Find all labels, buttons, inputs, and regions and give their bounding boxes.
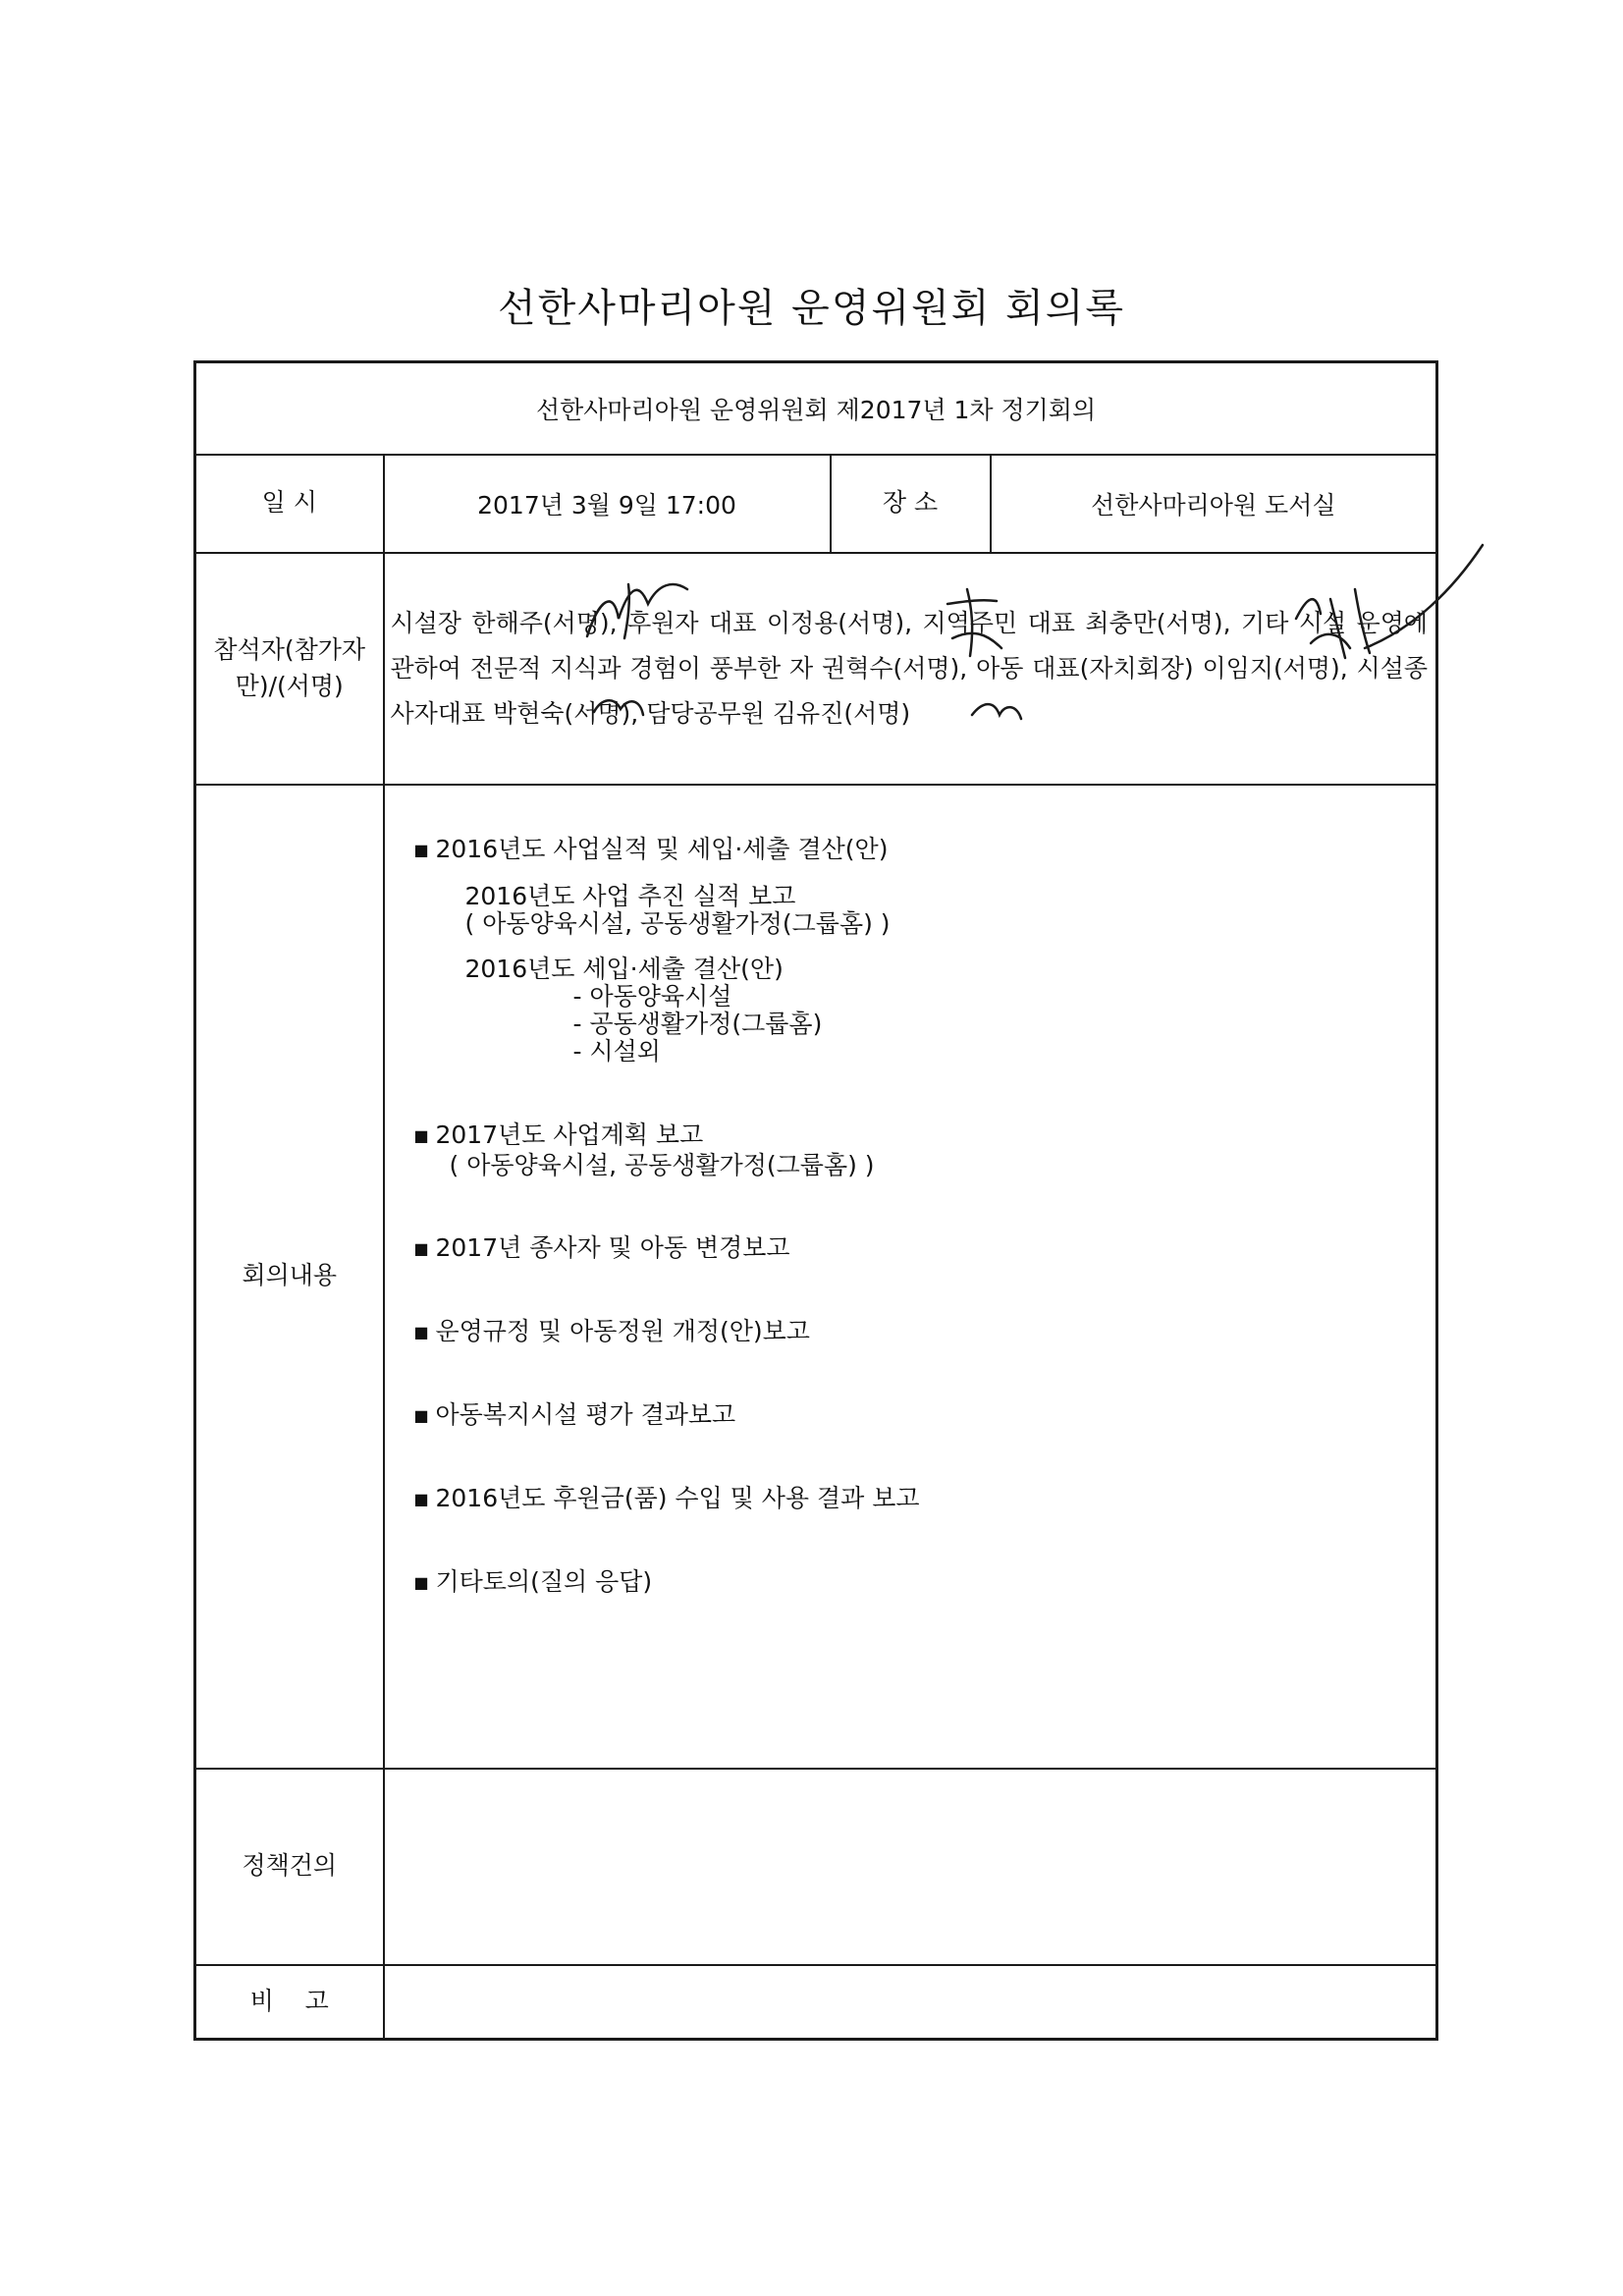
content-label: 회의내용 (195, 785, 384, 1769)
agenda-item (414, 1121, 1417, 1180)
agenda-item-1: 2016년도 사업실적 및 세입·세출 결산(안) (435, 834, 889, 863)
agenda-item-7: 기타토의(질의 응답) (435, 1566, 653, 1596)
attendees-label (195, 553, 384, 785)
bullet-icon: ■ (413, 1322, 429, 1341)
place-label: 장 소 (831, 455, 991, 553)
agenda-item-1-sub2: 2016년도 세입·세출 결산(안) (464, 954, 784, 983)
bullet-icon: ■ (413, 1125, 429, 1145)
attendees-label-line1: 참석자(참가자 (213, 635, 366, 665)
bullet-icon: ■ (413, 1489, 429, 1508)
document-title: 선한사마리아원 운영위원회 회의록 (497, 286, 1126, 331)
policy-label: 정책건의 (195, 1769, 384, 1965)
policy-value (384, 1769, 1437, 1965)
agenda-item-1-sub1-paren: ( 아동양육시설, 공동생활가정(그룹홈) ) (464, 908, 891, 938)
attendees-label-line2: 만)/(서명) (235, 671, 344, 700)
agenda-item-1-sub1: 2016년도 사업 추진 실적 보고 (464, 881, 796, 910)
minutes-table (193, 360, 1438, 2041)
agenda-item-2: 2017년도 사업계획 보고 (435, 1120, 704, 1149)
agenda-item-1-dash2: - 공동생활가정(그룹홈) (572, 1009, 823, 1038)
bullet-icon: ■ (413, 840, 429, 859)
agenda-content (384, 785, 1437, 1769)
date-value: 2017년 3월 9일 17:00 (384, 455, 831, 553)
agenda-item-1-dash1: - 아동양육시설 (572, 981, 732, 1011)
meeting-name: 선한사마리아원 운영위원회 제2017년 1차 정기회의 (195, 362, 1437, 455)
agenda-item (414, 1400, 1417, 1431)
agenda-item (414, 1233, 1417, 1264)
remarks-value (384, 1965, 1437, 2040)
agenda-item (414, 1484, 1417, 1514)
agenda-item-6: 2016년도 후원금(품) 수입 및 사용 결과 보고 (435, 1483, 920, 1512)
bullet-icon: ■ (413, 1238, 429, 1258)
place-value: 선한사마리아원 도서실 (991, 455, 1437, 553)
agenda-item-5: 아동복지시설 평가 결과보고 (435, 1399, 736, 1429)
agenda-item (414, 835, 1417, 1066)
agenda-item-1-dash3: - 시설외 (572, 1036, 661, 1066)
agenda-item-3: 2017년 종사자 및 아동 변경보고 (435, 1232, 790, 1262)
agenda-item-2-paren: ( 아동양육시설, 공동생활가정(그룹홈) ) (449, 1150, 875, 1179)
bullet-icon: ■ (413, 1405, 429, 1425)
date-label: 일 시 (195, 455, 384, 553)
agenda-item (414, 1567, 1417, 1598)
remarks-label: 비 고 (195, 1965, 384, 2040)
agenda-item (414, 1317, 1417, 1347)
agenda-item-4: 운영규정 및 아동정원 개정(안)보고 (435, 1316, 810, 1345)
attendees-text: 시설장 한해주(서명), 후원자 대표 이정용(서명), 지역주민 대표 최충만(서명), 기타 시설 운영에 관하여 전문적 지식과 경험이 풍부한 자 권혁수(서명), 아동 대표(자치회장) 이임지(서명), 시설종사자대표 박현숙(서명), 담당공무원 김유진(서명) (384, 553, 1437, 785)
bullet-icon: ■ (413, 1572, 429, 1592)
